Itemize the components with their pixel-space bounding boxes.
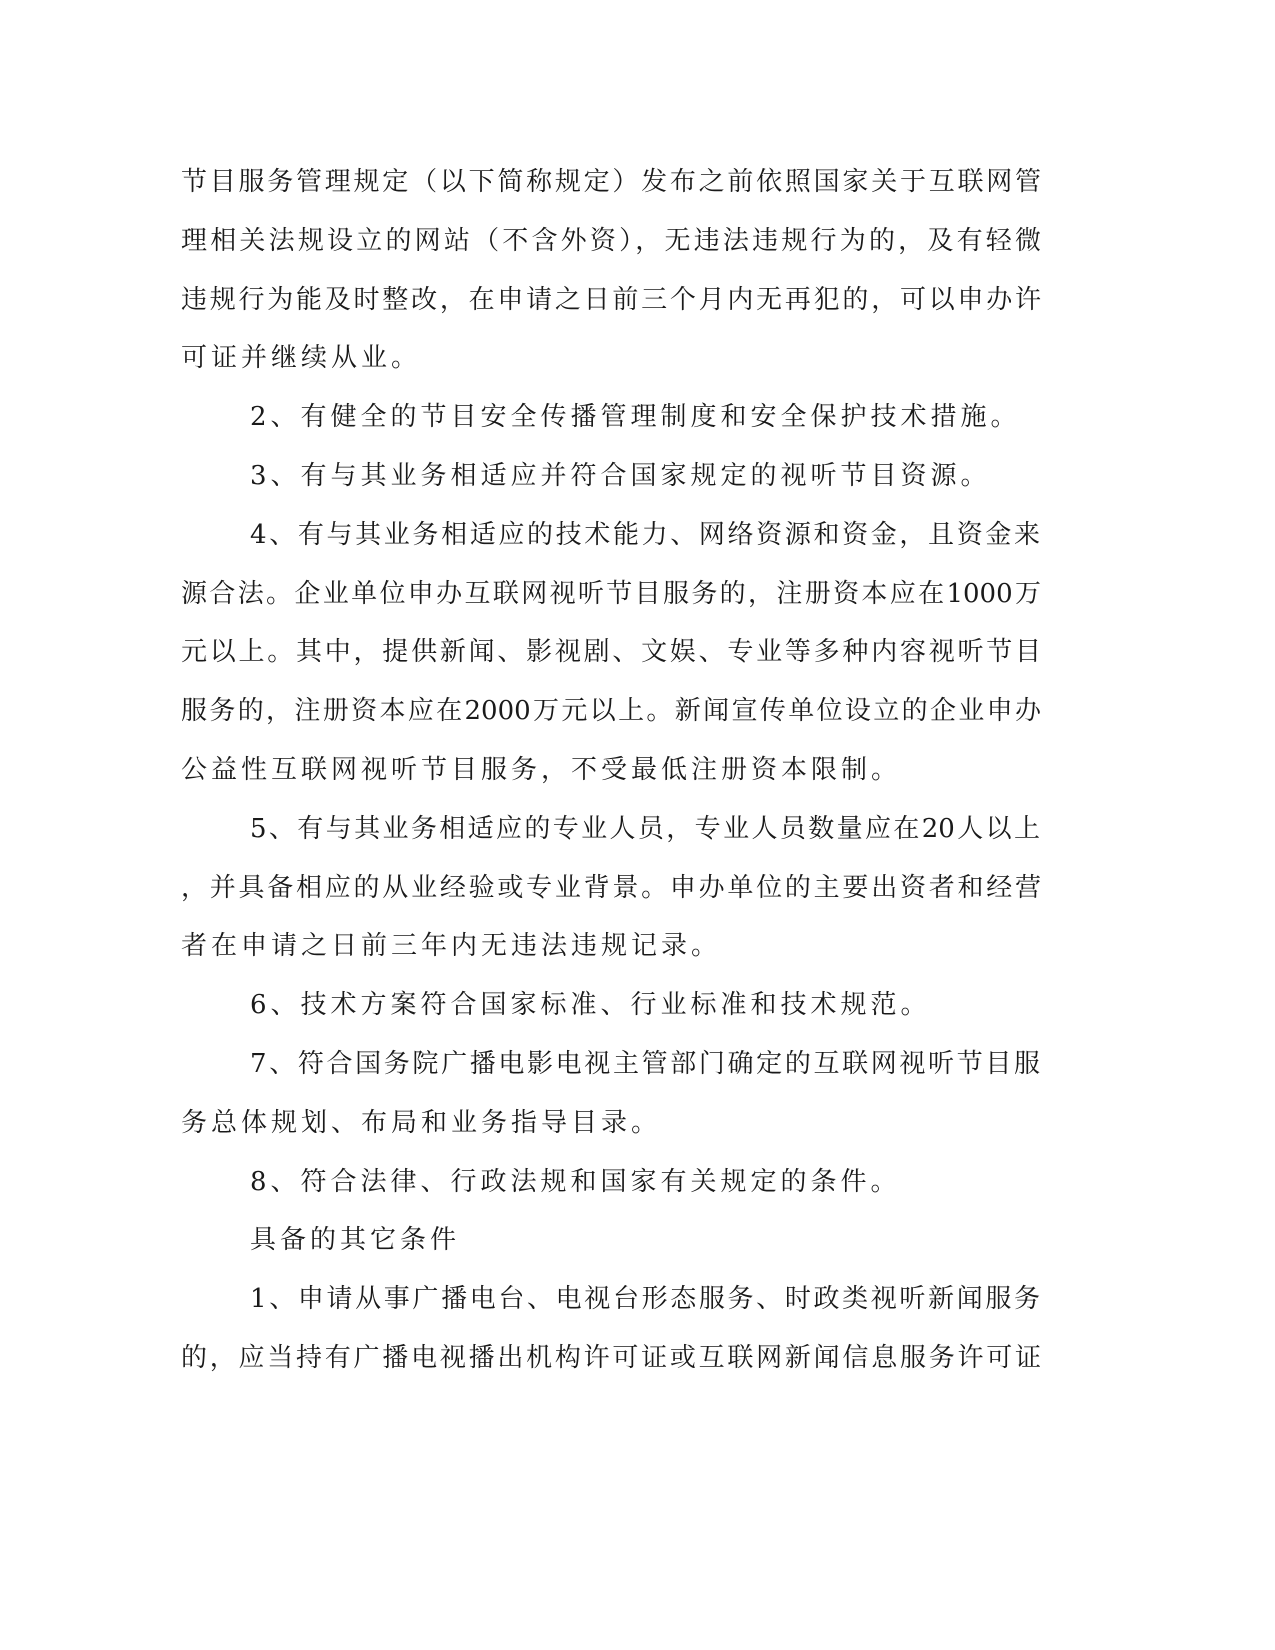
text-line: 者在申请之日前三年内无违法违规记录。 — [181, 931, 722, 961]
text-line: 节目服务管理规定（以下简称规定）发布之前依照国家关于互联网管 — [181, 167, 1041, 197]
text-line: 理相关法规设立的网站（不含外资），无违法违规行为的，及有轻微 — [181, 226, 1041, 256]
section-heading: 具备的其它条件 — [250, 1225, 461, 1255]
text-line: 元以上。其中，提供新闻、影视剧、文娱、专业等多种内容视听节目 — [181, 637, 1041, 667]
text-line: 公益性互联网视听节目服务，不受最低注册资本限制。 — [181, 755, 902, 785]
text-line: 1、申请从事广播电台、电视台形态服务、时政类视听新闻服务 — [250, 1284, 1040, 1314]
text-line: 务总体规划、布局和业务指导目录。 — [181, 1108, 662, 1138]
text-line: 6、技术方案符合国家标准、行业标准和技术规范。 — [250, 990, 931, 1020]
text-line: 违规行为能及时整改，在申请之日前三个月内无再犯的，可以申办许 — [181, 285, 1041, 315]
text-line: 3、有与其业务相适应并符合国家规定的视听节目资源。 — [250, 461, 991, 491]
text-line: 8、符合法律、行政法规和国家有关规定的条件。 — [250, 1167, 901, 1197]
text-line: 4、有与其业务相适应的技术能力、网络资源和资金，且资金来 — [250, 520, 1040, 550]
text-line: 2、有健全的节目安全传播管理制度和安全保护技术措施。 — [250, 402, 1021, 432]
text-line: 7、符合国务院广播电影电视主管部门确定的互联网视听节目服 — [250, 1049, 1040, 1079]
text-line: 可证并继续从业。 — [181, 343, 422, 373]
text-line: 源合法。企业单位申办互联网视听节目服务的，注册资本应在1000万 — [181, 579, 1041, 609]
text-line: 服务的，注册资本应在2000万元以上。新闻宣传单位设立的企业申办 — [181, 696, 1041, 726]
text-line: 5、有与其业务相适应的专业人员，专业人员数量应在20人以上 — [250, 814, 1040, 844]
text-line: ，并具备相应的从业经验或专业背景。申办单位的主要出资者和经营 — [181, 873, 1041, 903]
text-line: 的，应当持有广播电视播出机构许可证或互联网新闻信息服务许可证 — [181, 1343, 1041, 1373]
